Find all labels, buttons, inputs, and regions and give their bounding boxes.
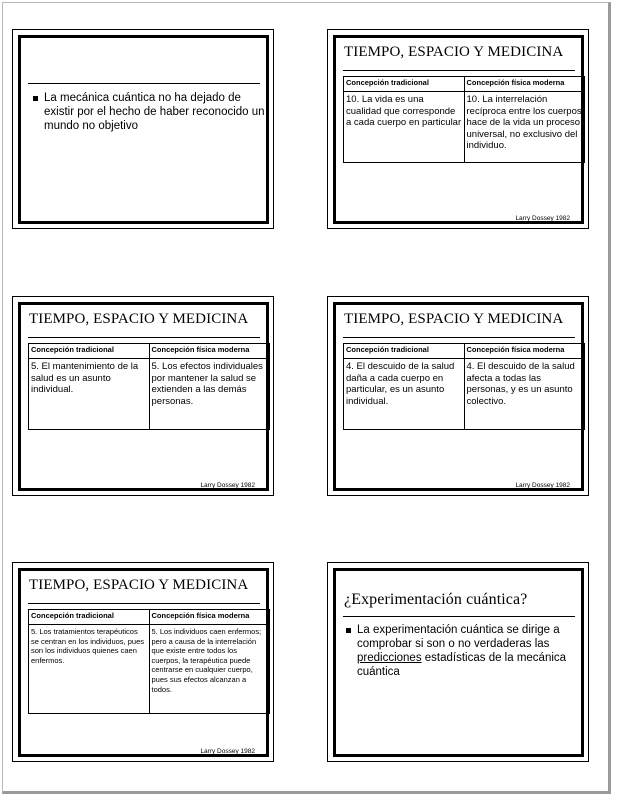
- slide-6-bullet: [346, 623, 578, 679]
- slide-2-title: TIEMPO, ESPACIO Y MEDICINA: [344, 44, 564, 60]
- slide-5-title-rule: [28, 603, 260, 604]
- slide-6-title: ¿Experimentación cuántica?: [344, 591, 528, 608]
- slide-6-title-rule: [343, 616, 575, 617]
- slide-3-title-rule: [28, 337, 260, 338]
- slide-5-col-header-modern: Concepción física moderna: [149, 610, 270, 625]
- slide-6-bullet-text: [357, 623, 578, 679]
- slide-6-bullet-part-a: La experimentación cuántica se dirige a comprobar si son o no verdaderas las: [357, 624, 560, 650]
- slide-5: [12, 562, 274, 762]
- slide-5-title: TIEMPO, ESPACIO Y MEDICINA: [29, 577, 249, 593]
- slide-3-col-header-traditional: Concepción tradicional: [29, 344, 150, 359]
- slide-3-cell-modern: 5. Los efectos individuales por mantener la salud se extienden a las demás personas.: [149, 359, 270, 430]
- slide-5-credit: Larry Dossey 1982: [200, 748, 255, 755]
- slide-4-col-header-modern: Concepción física moderna: [464, 344, 585, 359]
- slide-1: [12, 29, 274, 229]
- slide-4-border: [333, 302, 584, 491]
- slide-2-cell-traditional: 10. La vida es una cualidad que corresponde a cada cuerpo en particular: [344, 92, 465, 163]
- slide-5-cell-traditional: 5. Los tratamientos terapéuticos se centran en los individuos, pues son los individuos quienes caen enfermos.: [29, 625, 150, 714]
- slide-1-border: [18, 35, 269, 224]
- slide-4-title: TIEMPO, ESPACIO Y MEDICINA: [344, 311, 564, 327]
- bullet-square-icon: [33, 96, 38, 101]
- slide-6-bullet-part-b: estadísticas de la mecánica cuántica: [357, 652, 567, 678]
- slide-4-title-rule: [343, 337, 575, 338]
- slide-1-title-rule: [28, 83, 260, 84]
- slide-2-table: [343, 76, 585, 163]
- slide-5-table: [28, 609, 270, 714]
- slide-5-border: [18, 568, 269, 757]
- slide-3-title: TIEMPO, ESPACIO Y MEDICINA: [29, 311, 249, 327]
- slide-3-cell-traditional: 5. El mantenimiento de la salud es un asunto individual.: [29, 359, 150, 430]
- slide-4-cell-traditional: 4. El descuido de la salud daña a cada cuerpo en particular, es un asunto individual.: [344, 359, 465, 430]
- slide-4-cell-modern: 4. El descuido de la salud afecta a todas las personas, y es un asunto colectivo.: [464, 359, 585, 430]
- slide-3-table: [28, 343, 270, 430]
- slide-4-table: [343, 343, 585, 430]
- slide-1-bullet-text: La mecánica cuántica no ha dejado de existir por el hecho de haber reconocido un mundo no objetivo: [44, 92, 265, 132]
- slide-4-credit: Larry Dossey 1982: [515, 482, 570, 489]
- slide-3-credit: Larry Dossey 1982: [200, 482, 255, 489]
- slide-4-col-header-traditional: Concepción tradicional: [344, 344, 465, 359]
- slide-3-border: [18, 302, 269, 491]
- slide-5-cell-modern: 5. Los individuos caen enfermos; pero a causa de la interrelación que existe entre todos los cuerpos, la terapéutica puede centrarse en cualquier cuerpo, pues sus efectos alcanzan a todos.: [149, 625, 270, 714]
- slide-2-cell-modern: 10. La interrelación recíproca entre los cuerpos hace de la vida un proceso universal, no exclusivo del individuo.: [464, 92, 585, 163]
- slide-2: [327, 29, 589, 229]
- slide-2-col-header-modern: Concepción física moderna: [464, 77, 585, 92]
- slide-6-predicciones-link[interactable]: predicciones: [357, 652, 422, 664]
- slide-2-credit: Larry Dossey 1982: [515, 215, 570, 222]
- bullet-square-icon: [346, 628, 351, 633]
- slide-4: [327, 296, 589, 496]
- slide-6: [327, 562, 589, 762]
- slide-5-col-header-traditional: Concepción tradicional: [29, 610, 150, 625]
- slide-2-col-header-traditional: Concepción tradicional: [344, 77, 465, 92]
- slide-2-border: [333, 35, 584, 224]
- slide-3-col-header-modern: Concepción física moderna: [149, 344, 270, 359]
- slide-2-title-rule: [343, 70, 575, 71]
- slide-1-bullet: [33, 91, 268, 133]
- slide-3: [12, 296, 274, 496]
- slide-6-border: [333, 568, 584, 757]
